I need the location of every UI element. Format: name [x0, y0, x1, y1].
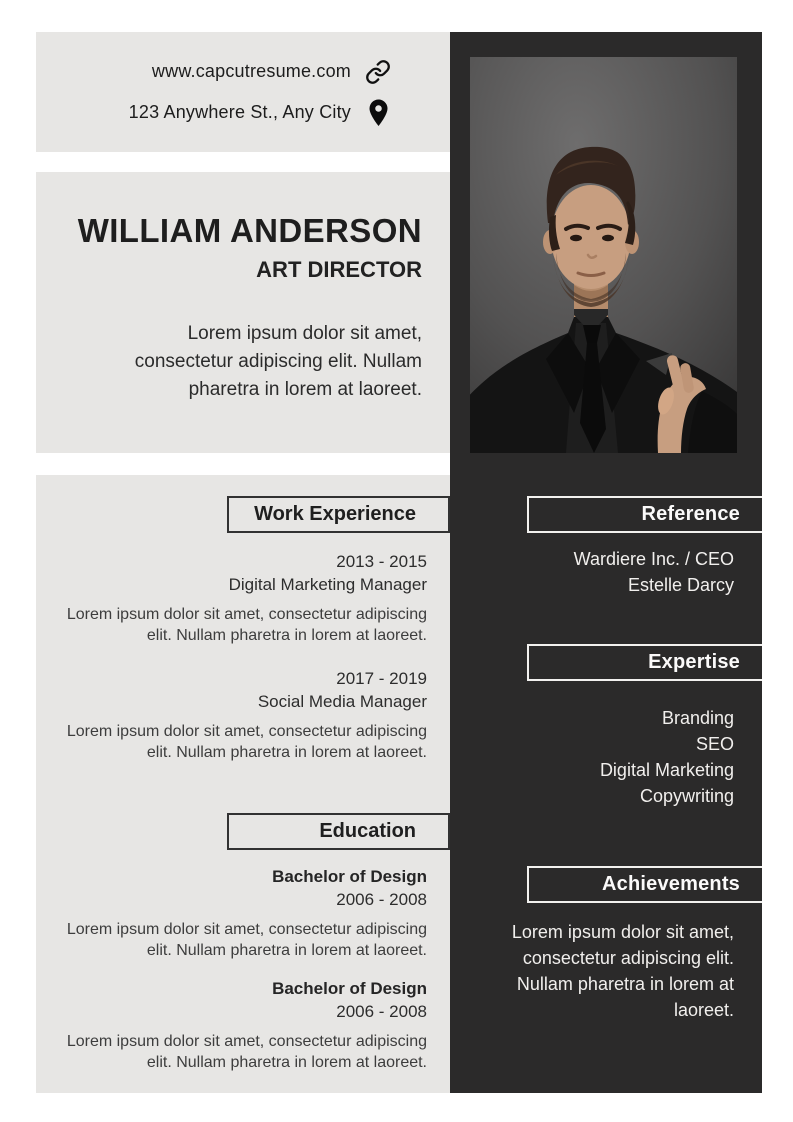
entry-period: 2006 - 2008: [336, 890, 427, 909]
achievements-header: [527, 866, 762, 903]
work-experience-entry: [36, 667, 450, 763]
expertise-item: Branding: [661, 708, 734, 728]
website-text[interactable]: www.capcutresume.com: [151, 61, 351, 81]
entry-role: Digital Marketing Manager: [228, 575, 427, 594]
entry-degree: Bachelor of Design: [272, 867, 427, 886]
expertise-item: Digital Marketing: [599, 760, 734, 780]
reference-header: [527, 496, 762, 533]
main-content-panel: [36, 475, 450, 1093]
expertise-list: [450, 705, 762, 809]
work-experience-header: [227, 496, 450, 533]
education-heading: Education: [319, 820, 416, 842]
address-text: 123 Anywhere St., Any City: [128, 102, 351, 122]
education-header: [227, 813, 450, 850]
reference-heading: Reference: [641, 503, 740, 525]
entry-description: Lorem ipsum dolor sit amet, consectetur adipiscing elit. Nullam pharetra in lorem at laoreet.: [66, 921, 427, 959]
expertise-item: Copywriting: [639, 786, 734, 806]
entry-period: 2006 - 2008: [336, 1002, 427, 1021]
website-row: [36, 58, 392, 86]
expertise-header: [527, 644, 762, 681]
entry-description: Lorem ipsum dolor sit amet, consectetur adipiscing elit. Nullam pharetra in lorem at laoreet.: [66, 723, 427, 761]
entry-period: 2017 - 2019: [336, 669, 427, 688]
sidebar-dark-column: [450, 32, 762, 1093]
person-title: ART DIRECTOR: [256, 257, 422, 282]
achievements-heading: Achievements: [601, 873, 740, 895]
achievements-body: Lorem ipsum dolor sit amet, consectetur adipiscing elit. Nullam pharetra in lorem at laoreet.: [511, 922, 734, 1020]
location-pin-icon: [364, 99, 392, 127]
reference-company-role: Wardiere Inc. / CEO: [573, 549, 734, 569]
profile-panel: [36, 172, 450, 453]
address-row: [36, 99, 392, 127]
education-entry: [36, 865, 450, 961]
education-entry: [36, 977, 450, 1073]
person-name: WILLIAM ANDERSON: [77, 212, 422, 249]
reference-body: [450, 546, 762, 598]
entry-period: 2013 - 2015: [336, 552, 427, 571]
reference-name: Estelle Darcy: [627, 575, 734, 595]
person-summary: Lorem ipsum dolor sit amet, consectetur adipiscing elit. Nullam pharetra in lorem at laoreet.: [134, 323, 422, 400]
work-experience-entry: [36, 550, 450, 646]
entry-degree: Bachelor of Design: [272, 979, 427, 998]
work-experience-heading: Work Experience: [254, 503, 416, 525]
entry-role: Social Media Manager: [257, 692, 427, 711]
entry-description: Lorem ipsum dolor sit amet, consectetur adipiscing elit. Nullam pharetra in lorem at laoreet.: [66, 606, 427, 644]
expertise-heading: Expertise: [648, 651, 740, 673]
entry-description: Lorem ipsum dolor sit amet, consectetur adipiscing elit. Nullam pharetra in lorem at laoreet.: [66, 1033, 427, 1071]
contact-panel: [36, 32, 450, 152]
link-icon: [364, 58, 392, 86]
portrait-photo: [470, 57, 737, 453]
expertise-item: SEO: [695, 734, 734, 754]
